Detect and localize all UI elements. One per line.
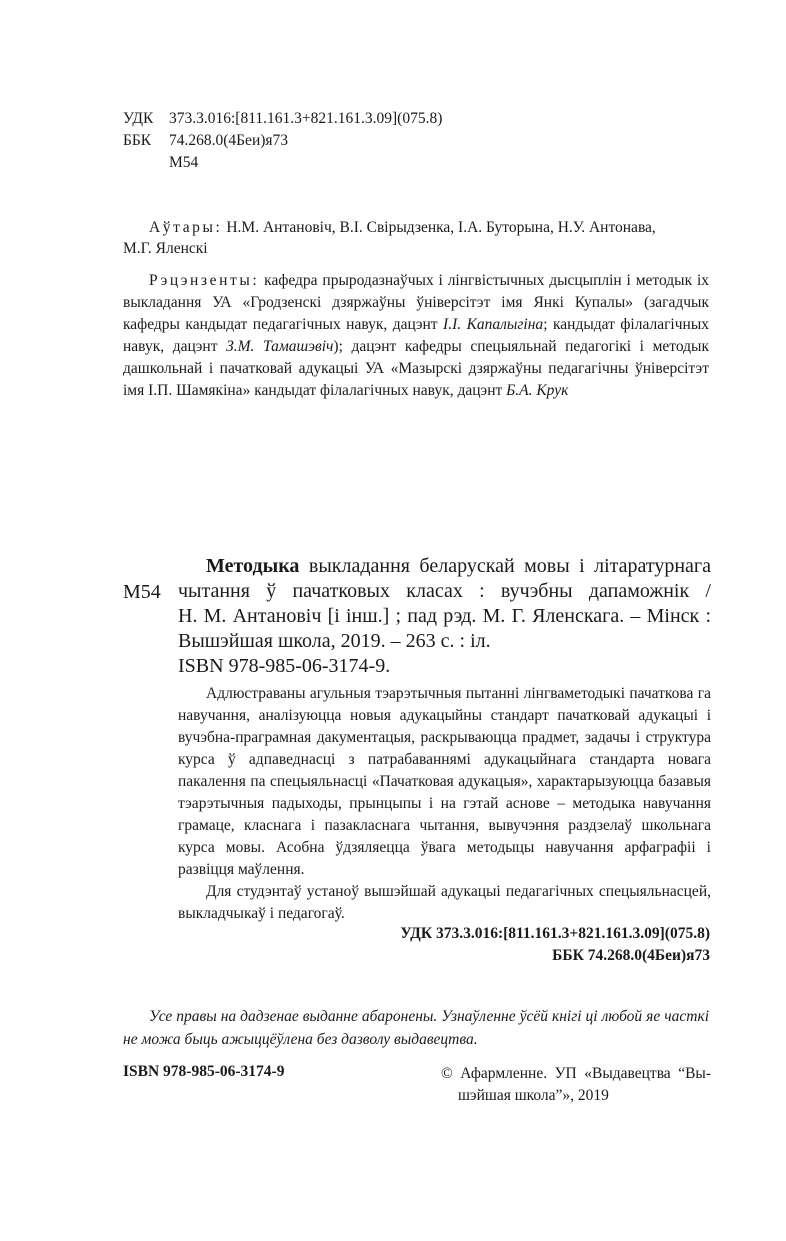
footer-bbk: ББК 74.268.0(4Беи)я73 bbox=[552, 947, 710, 964]
udc-row bbox=[123, 108, 442, 130]
udc-label: УДК bbox=[123, 110, 154, 127]
reviewer-name-2: З.М. Тамашэвіч bbox=[226, 338, 334, 355]
catalog-line-4: Вышэйшая школа, 2019. – 263 с. : іл. bbox=[178, 630, 491, 652]
classification-footer bbox=[400, 923, 710, 967]
authors-label: Аўтары: bbox=[149, 219, 223, 236]
reviewer-name-3: Б.А. Крук bbox=[506, 382, 569, 399]
abstract-paragraph-1: Адлюстраваны агульныя тэарэтычныя пытанні лінгваметодыкі пачаткова га навучання, аналізуюцца новыя адукацыйны стандарт пачатковай адукацыі і вучэбна-праграмная дакументацыя, раскрываюцца прадмет, задачы і структура курса ў адпаведнасці з патрабаваннямі адукацыйнага стандарта новага пакалення па спецыяльнасці «Пачатковая адукацыя», характарызуюцца базавыя тэарэтычныя падыходы, прынцыпы і на гэтай аснове – методыка навучання грамаце, класнага і пазакласнага чытання, вывучэння раздзелаў школьнага курса мовы. Асобна ўдзяляецца ўвага методыцы навучання арфаграфіі і развіцця маўлення. bbox=[178, 685, 711, 878]
abstract bbox=[178, 683, 711, 925]
copyright-line-1: © Афармленне. УП «Выдавецтва “Вы- bbox=[441, 1065, 711, 1082]
catalog-isbn: ISBN 978-985-06-3174-9. bbox=[178, 655, 391, 677]
udc-value: 373.3.016:[811.161.3+821.161.3.09](075.8) bbox=[169, 110, 443, 127]
reviewers-block bbox=[123, 270, 709, 402]
bbk-value: 74.268.0(4Беи)я73 bbox=[169, 132, 289, 149]
catalog-entry bbox=[178, 554, 711, 679]
reviewers-text-2: ; кандыдат філалагічных навук, дацэнт bbox=[123, 316, 709, 355]
catalog-line-3: Н. М. Антановіч [і інш.] ; пад рэд. М. Г. Яленскага. – Мінск : bbox=[178, 605, 711, 627]
reviewers-text-1: кафедра прыродазнаўчых і лінгвістычных дысцыплін і методык іх выкладання УА «Гродзенскі дзяржаўны ўніверсітэт імя Янкі Купалы» (загадчык кафедры кандыдат педагагічных навук, дацэнт bbox=[123, 272, 710, 333]
authors-names-line2: М.Г. Яленскі bbox=[123, 240, 208, 257]
classification-block bbox=[123, 108, 442, 174]
rights-notice: Усе правы на дадзенае выданне абаронены. Узнаўленне ўсёй кнігі ці любой яе часткі не можа быць ажыццёўлена без дазволу выдавецтва. bbox=[123, 1008, 709, 1048]
catalog-title: Методыка bbox=[206, 555, 300, 577]
authors-block bbox=[123, 217, 709, 259]
bbk-row bbox=[123, 130, 442, 152]
catalog-line-2: чытання ў пачатковых класах : вучэбны дапаможнік / bbox=[178, 580, 711, 602]
reviewer-name-1: І.І. Капалыгіна bbox=[443, 316, 544, 333]
footer-isbn: ISBN 978-985-06-3174-9 bbox=[123, 1063, 285, 1080]
catalog-line-1 bbox=[178, 554, 711, 579]
footer-udc: УДК 373.3.016:[811.161.3+821.161.3.09](075.8) bbox=[400, 925, 710, 942]
catalog-title-rest: выкладання беларускай мовы і літаратурнага bbox=[299, 555, 711, 577]
author-mark: М54 bbox=[169, 154, 199, 171]
catalog-code: М54 bbox=[123, 581, 161, 603]
abstract-paragraph-2: Для студэнтаў устаноў вышэйшай адукацыі педагагічных спецыяльнасцей, выкладчыкаў і педагогаў. bbox=[178, 883, 711, 922]
copyright-line-2: шэйшая школа”», 2019 bbox=[458, 1087, 609, 1104]
reviewers-label: Рэцэнзенты: bbox=[149, 272, 260, 289]
reviewers-text-3: ); дацэнт кафедры спецыяльнай педагогікі і методык дашкольнай і пачатковай адукацыі УА «Мазырскі дзяржаўны педагагічны ўніверсітэт імя І.П. Шамякіна» кандыдат філалагічных навук, дацэнт bbox=[123, 338, 709, 399]
copyright-notice bbox=[441, 1063, 711, 1107]
authors-names-line1: Н.М. Антановіч, В.І. Свірыдзенка, І.А. Буторына, Н.У. Антонава, bbox=[226, 219, 656, 236]
bbk-label: ББК bbox=[123, 132, 152, 149]
